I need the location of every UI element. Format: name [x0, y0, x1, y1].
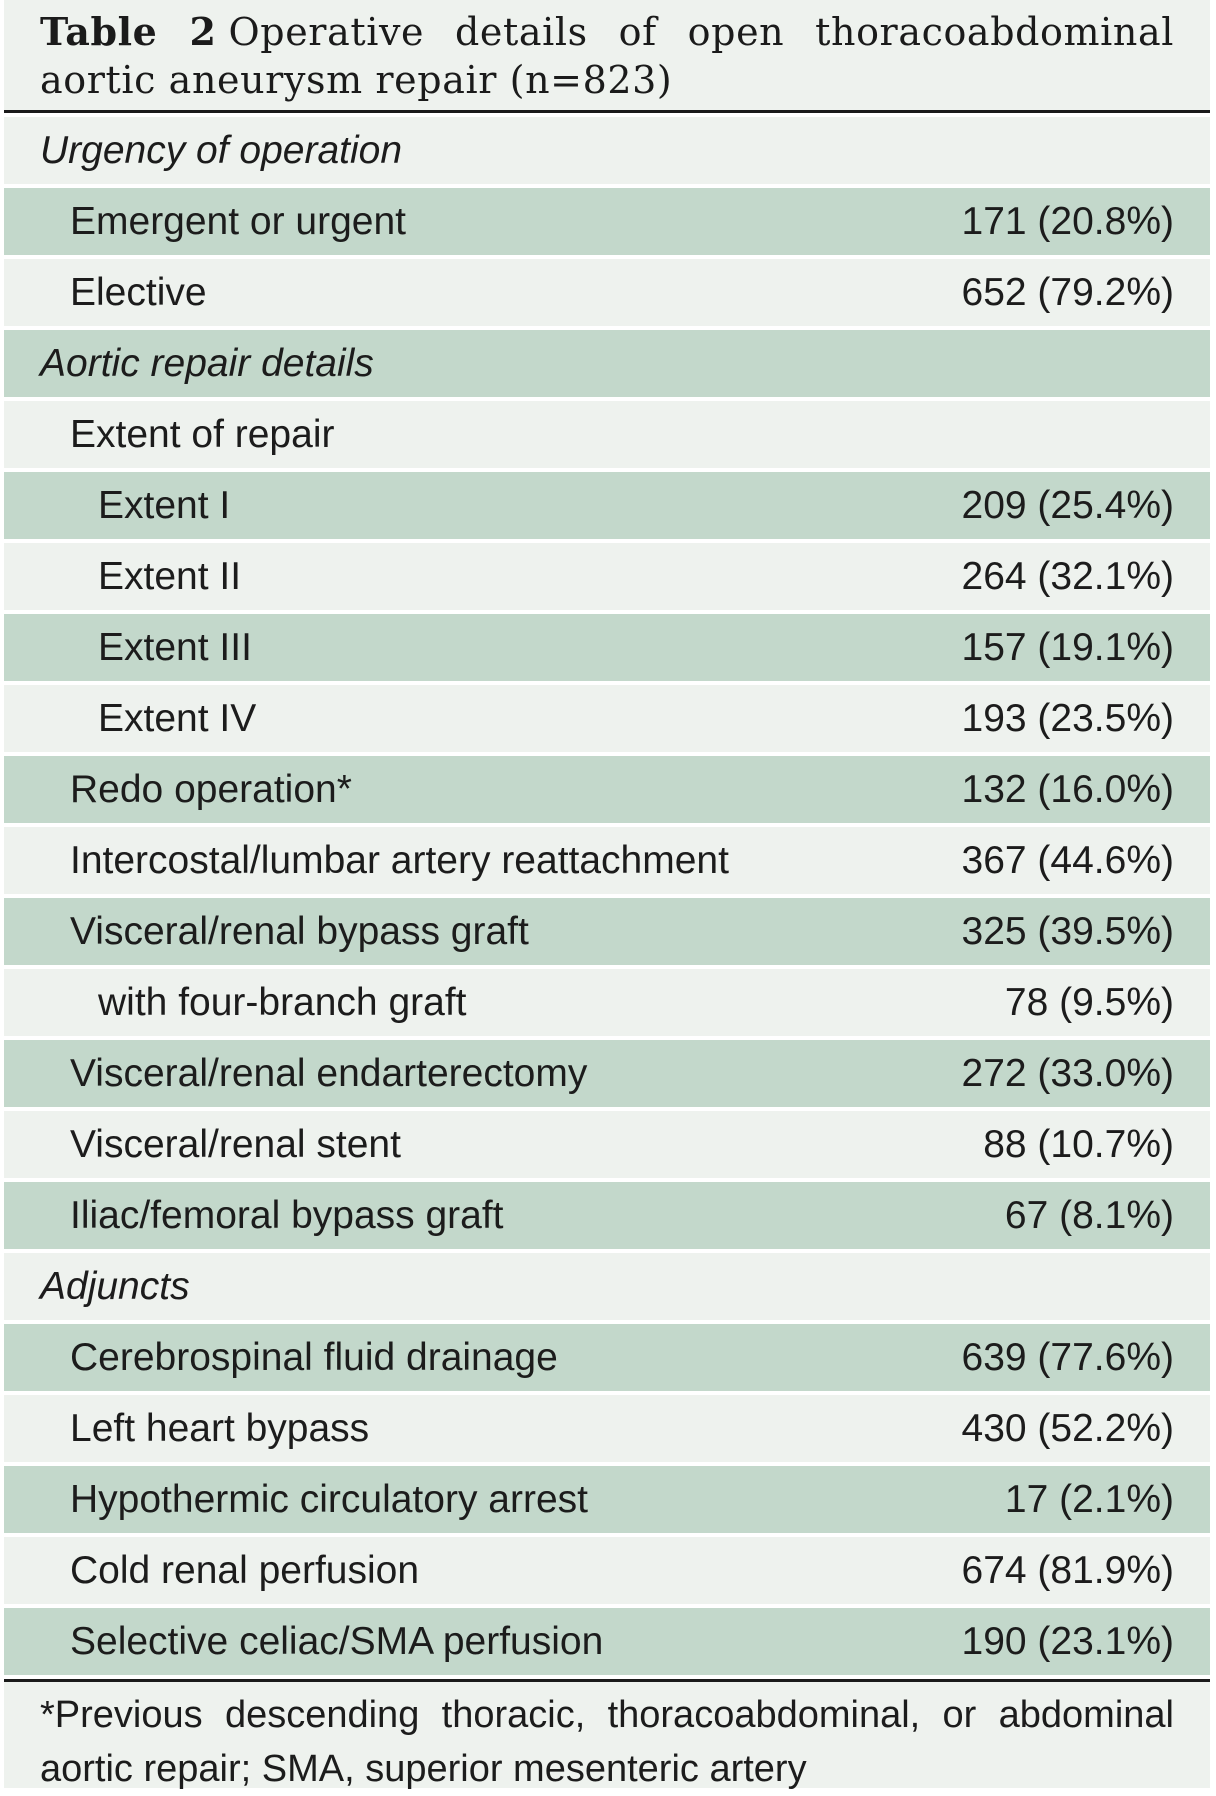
row-label: Left heart bypass — [70, 1406, 370, 1450]
table-section-header — [4, 1253, 1210, 1320]
table-row — [4, 1537, 1210, 1604]
row-value: 325 (39.5%) — [961, 909, 1174, 953]
row-value: 67 (8.1%) — [1004, 1193, 1174, 1237]
table-row — [4, 898, 1210, 965]
table-row — [4, 1111, 1210, 1178]
table-row — [4, 969, 1210, 1036]
row-value: 190 (23.1%) — [961, 1619, 1174, 1663]
row-value: 639 (77.6%) — [961, 1335, 1174, 1379]
caption-divider — [4, 110, 1210, 113]
table-body — [4, 117, 1210, 1675]
row-value: 209 (25.4%) — [961, 483, 1174, 527]
table-caption — [4, 0, 1210, 110]
row-value: 193 (23.5%) — [961, 696, 1174, 740]
row-value: 132 (16.0%) — [961, 767, 1174, 811]
table-row — [4, 1395, 1210, 1462]
table-footnote: *Previous descending thoracic, thoracoabdominal, or abdominal aortic repair; SMA, superior mesenteric artery — [4, 1682, 1210, 1788]
table-caption-text: Operative details of open thoracoabdominal aortic aneurysm repair (n=823) — [40, 10, 1174, 102]
row-value: 652 (79.2%) — [961, 270, 1174, 314]
table-row — [4, 827, 1210, 894]
table-row — [4, 756, 1210, 823]
table-row — [4, 1324, 1210, 1391]
row-value: 430 (52.2%) — [961, 1406, 1174, 1450]
row-value: 272 (33.0%) — [961, 1051, 1174, 1095]
row-label: Visceral/renal endarterectomy — [70, 1051, 588, 1095]
row-label: Cold renal perfusion — [70, 1548, 420, 1592]
table-row — [4, 685, 1210, 752]
row-label: Extent I — [98, 483, 231, 527]
row-label: Extent III — [98, 625, 252, 669]
row-label: Emergent or urgent — [70, 199, 407, 243]
row-label: Intercostal/lumbar artery reattachment — [70, 838, 729, 882]
table-row — [4, 259, 1210, 326]
row-label: Cerebrospinal fluid drainage — [70, 1335, 558, 1379]
row-label: Adjuncts — [40, 1264, 190, 1308]
row-label: Hypothermic circulatory arrest — [70, 1477, 588, 1521]
table-caption-label: Table 2 — [40, 9, 217, 54]
row-label: Extent IV — [98, 696, 257, 740]
table-row — [4, 188, 1210, 255]
table-section-header — [4, 330, 1210, 397]
table-row — [4, 1182, 1210, 1249]
row-label: Extent II — [98, 554, 242, 598]
table-page — [4, 0, 1210, 1792]
row-label: Visceral/renal stent — [70, 1122, 401, 1166]
table-row — [4, 1466, 1210, 1533]
row-label: Visceral/renal bypass graft — [70, 909, 529, 953]
table-row — [4, 401, 1210, 468]
row-value: 674 (81.9%) — [961, 1548, 1174, 1592]
row-value: 264 (32.1%) — [961, 554, 1174, 598]
row-value: 17 (2.1%) — [1004, 1477, 1174, 1521]
table-row — [4, 1040, 1210, 1107]
table-section-header — [4, 117, 1210, 184]
row-label: with four-branch graft — [98, 980, 467, 1024]
table-row — [4, 472, 1210, 539]
table-row — [4, 1608, 1210, 1675]
row-value: 78 (9.5%) — [1004, 980, 1174, 1024]
row-value: 157 (19.1%) — [961, 625, 1174, 669]
table-row — [4, 614, 1210, 681]
table-row — [4, 543, 1210, 610]
row-label: Aortic repair details — [40, 341, 374, 385]
row-label: Redo operation* — [70, 767, 352, 811]
row-label: Iliac/femoral bypass graft — [70, 1193, 504, 1237]
row-label: Elective — [70, 270, 207, 314]
row-label: Urgency of operation — [40, 128, 403, 172]
row-value: 171 (20.8%) — [961, 199, 1174, 243]
row-label: Selective celiac/SMA perfusion — [70, 1619, 604, 1663]
row-value: 367 (44.6%) — [961, 838, 1174, 882]
row-value: 88 (10.7%) — [983, 1122, 1174, 1166]
row-label: Extent of repair — [70, 412, 335, 456]
